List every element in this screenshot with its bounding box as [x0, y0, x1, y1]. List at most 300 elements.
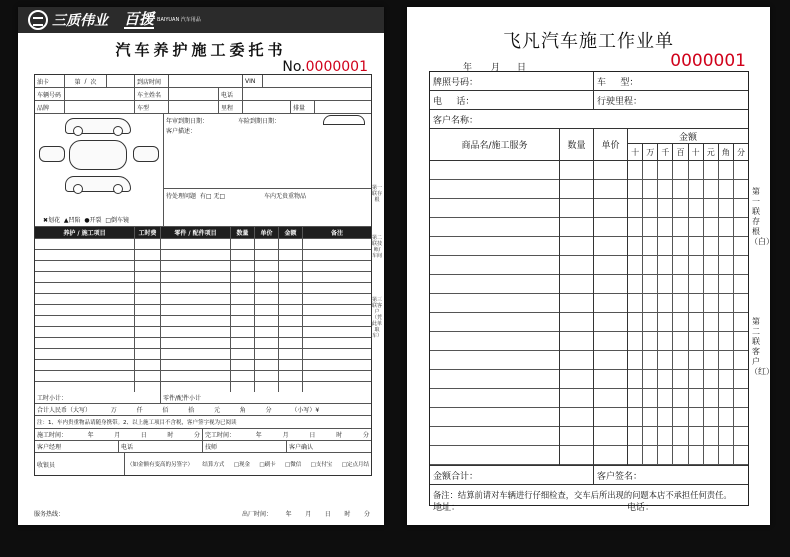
table-cell[interactable]	[560, 332, 593, 351]
table-cell[interactable]	[255, 272, 279, 282]
table-cell[interactable]	[430, 218, 559, 237]
table-cell[interactable]	[430, 275, 559, 294]
amount-digit-cell[interactable]	[673, 161, 688, 179]
table-cell[interactable]	[135, 371, 161, 381]
amount-digit-cell[interactable]	[719, 313, 734, 331]
table-cell[interactable]	[560, 256, 593, 275]
table-cell[interactable]	[279, 294, 303, 304]
table-cell[interactable]	[560, 180, 593, 199]
amount-digit-cell[interactable]	[734, 332, 748, 350]
table-cell[interactable]	[560, 389, 593, 408]
table-cell[interactable]	[231, 382, 255, 392]
table-cell[interactable]	[279, 272, 303, 282]
amount-digit-cell[interactable]	[643, 332, 658, 350]
amount-digit-cell[interactable]	[628, 332, 643, 350]
table-cell[interactable]	[594, 218, 627, 237]
table-cell[interactable]	[135, 327, 161, 337]
amount-digit-cell[interactable]	[689, 370, 704, 388]
amount-digit-cell[interactable]	[643, 256, 658, 274]
amount-digit-cell[interactable]	[658, 408, 673, 426]
amount-digit-cell[interactable]	[704, 313, 719, 331]
table-cell[interactable]	[594, 332, 627, 351]
amount-digit-cell[interactable]	[689, 256, 704, 274]
amount-digit-cell[interactable]	[628, 351, 643, 369]
amount-digit-cell[interactable]	[689, 237, 704, 255]
table-cell[interactable]	[161, 250, 231, 260]
table-cell[interactable]	[231, 261, 255, 271]
amount-digit-cell[interactable]	[673, 427, 688, 445]
amount-digit-cell[interactable]	[628, 389, 643, 407]
amount-digit-cell[interactable]	[719, 370, 734, 388]
amount-digit-cell[interactable]	[689, 427, 704, 445]
header-remark: 备注	[303, 227, 371, 238]
amount-digit-cell[interactable]	[734, 218, 748, 236]
amount-digit-cell[interactable]	[628, 275, 643, 293]
table-cell[interactable]	[231, 327, 255, 337]
amount-digit-cell[interactable]	[719, 427, 734, 445]
amount-digit-cell[interactable]	[689, 408, 704, 426]
amount-digit-cell[interactable]	[628, 218, 643, 236]
amount-digit-cell[interactable]	[734, 351, 748, 369]
table-cell[interactable]	[560, 351, 593, 370]
amount-digit-cell[interactable]	[673, 313, 688, 331]
table-cell[interactable]	[231, 305, 255, 315]
amount-digit-cell[interactable]	[643, 218, 658, 236]
table-cell[interactable]	[279, 305, 303, 315]
amount-digit-cell[interactable]	[643, 237, 658, 255]
table-cell[interactable]	[560, 370, 593, 389]
amount-digit-cell[interactable]	[658, 180, 673, 198]
amount-digit-cell[interactable]	[658, 199, 673, 217]
amount-digit-cell[interactable]	[704, 370, 719, 388]
amount-digit-cell[interactable]	[704, 256, 719, 274]
table-cell[interactable]	[135, 294, 161, 304]
amount-digit-cell[interactable]	[719, 446, 734, 464]
amount-digit-cell[interactable]	[734, 275, 748, 293]
table-cell[interactable]	[161, 360, 231, 370]
table-cell[interactable]	[279, 349, 303, 359]
amount-digit-cell[interactable]	[673, 446, 688, 464]
brand-name: 三质伟业	[52, 13, 108, 29]
field-label: 油卡	[35, 75, 65, 87]
table-cell[interactable]	[255, 316, 279, 326]
table-cell[interactable]	[255, 239, 279, 249]
side-label-copy1: 第一联存根	[372, 185, 383, 203]
insurance-expiry-label: 车险到期日期：	[238, 118, 281, 125]
table-cell[interactable]	[255, 349, 279, 359]
table-cell[interactable]	[594, 161, 627, 180]
amount-digit-cell[interactable]	[704, 389, 719, 407]
amount-digit-cell[interactable]	[643, 446, 658, 464]
table-cell[interactable]	[135, 349, 161, 359]
table-cell[interactable]	[255, 305, 279, 315]
table-cell[interactable]	[279, 239, 303, 249]
table-cell[interactable]	[35, 250, 135, 260]
table-cell[interactable]	[279, 250, 303, 260]
amount-digit-cell[interactable]	[719, 218, 734, 236]
table-cell[interactable]	[430, 408, 559, 427]
table-cell[interactable]	[430, 294, 559, 313]
table-cell[interactable]	[303, 349, 371, 359]
table-cell[interactable]	[231, 349, 255, 359]
amount-digit-cell[interactable]	[719, 237, 734, 255]
table-cell[interactable]	[255, 261, 279, 271]
table-cell[interactable]	[135, 261, 161, 271]
amount-digit-cell[interactable]	[643, 351, 658, 369]
table-cell[interactable]	[135, 272, 161, 282]
table-cell[interactable]	[303, 283, 371, 293]
amount-digit-cell[interactable]	[673, 332, 688, 350]
table-cell[interactable]	[231, 272, 255, 282]
table-cell[interactable]	[430, 180, 559, 199]
amount-digit-cell[interactable]	[673, 275, 688, 293]
amount-digit-cell[interactable]	[658, 427, 673, 445]
table-cell[interactable]	[35, 327, 135, 337]
table-cell[interactable]	[231, 283, 255, 293]
amount-digit-cell[interactable]	[719, 389, 734, 407]
wheel-icon	[113, 126, 123, 136]
amount-digit-cell[interactable]	[719, 275, 734, 293]
amount-digit-cell[interactable]	[734, 180, 748, 198]
table-row	[35, 272, 371, 283]
amount-digit-cell[interactable]	[628, 199, 643, 217]
amount-digit-cell[interactable]	[628, 427, 643, 445]
table-cell[interactable]	[161, 327, 231, 337]
table-cell[interactable]	[430, 351, 559, 370]
table-cell[interactable]	[161, 283, 231, 293]
amount-digit-cell[interactable]	[643, 294, 658, 312]
amount-digit-cell[interactable]	[628, 237, 643, 255]
amount-digit-cell[interactable]	[673, 180, 688, 198]
table-cell[interactable]	[430, 313, 559, 332]
table-cell[interactable]	[35, 349, 135, 359]
amount-digit-cell[interactable]	[719, 161, 734, 179]
amount-digit-cell[interactable]	[658, 218, 673, 236]
amount-digit-cell[interactable]	[628, 446, 643, 464]
table-cell[interactable]	[279, 316, 303, 326]
amount-digit-cell[interactable]	[673, 370, 688, 388]
amount-digit-cell[interactable]	[734, 161, 748, 179]
amount-digit-cell[interactable]	[643, 370, 658, 388]
table-cell[interactable]	[135, 360, 161, 370]
table-cell[interactable]	[560, 199, 593, 218]
table-cell[interactable]	[135, 250, 161, 260]
table-cell[interactable]	[594, 389, 627, 408]
table-cell[interactable]	[279, 382, 303, 392]
table-cell[interactable]	[594, 294, 627, 313]
table-cell[interactable]	[303, 272, 371, 282]
table-cell[interactable]	[35, 294, 135, 304]
amount-digit-cell[interactable]	[643, 313, 658, 331]
table-cell[interactable]	[279, 360, 303, 370]
table-cell[interactable]	[430, 427, 559, 446]
amount-digit-cell[interactable]	[658, 161, 673, 179]
table-cell[interactable]	[161, 382, 231, 392]
amount-digit-cell[interactable]	[643, 427, 658, 445]
table-cell[interactable]	[430, 446, 559, 465]
table-cell[interactable]	[303, 250, 371, 260]
field-value[interactable]	[169, 88, 219, 100]
table-cell[interactable]	[135, 316, 161, 326]
table-cell[interactable]	[279, 371, 303, 381]
header-item: 商品名/施工服务	[430, 129, 559, 161]
amount-digit-cell[interactable]	[704, 199, 719, 217]
amount-digit-cell[interactable]	[643, 161, 658, 179]
amount-digit-cell[interactable]	[658, 256, 673, 274]
amount-digit-cell[interactable]	[719, 408, 734, 426]
table-cell[interactable]	[231, 250, 255, 260]
amount-digit-cell[interactable]	[734, 199, 748, 217]
amount-row	[628, 294, 748, 313]
amount-digit-cell[interactable]	[673, 199, 688, 217]
table-cell[interactable]	[35, 305, 135, 315]
table-cell[interactable]	[35, 338, 135, 348]
amount-digit-cell[interactable]	[628, 161, 643, 179]
table-cell[interactable]	[303, 360, 371, 370]
amount-digit-cell[interactable]	[673, 389, 688, 407]
table-cell[interactable]	[35, 382, 135, 392]
customer-confirm-label: 客户确认	[289, 444, 314, 451]
amount-digit-cell[interactable]	[734, 389, 748, 407]
field-value[interactable]	[315, 101, 371, 113]
amount-digit-cell[interactable]	[689, 218, 704, 236]
amount-digit-cell[interactable]	[643, 180, 658, 198]
header-price: 单价	[255, 227, 279, 238]
table-cell[interactable]	[303, 316, 371, 326]
table-cell[interactable]	[430, 389, 559, 408]
table-cell[interactable]	[255, 250, 279, 260]
table-cell[interactable]	[430, 237, 559, 256]
amount-digit-cell[interactable]	[658, 294, 673, 312]
amount-digit-cell[interactable]	[734, 294, 748, 312]
table-cell[interactable]	[161, 272, 231, 282]
table-cell[interactable]	[560, 161, 593, 180]
amount-digit-cell[interactable]	[658, 237, 673, 255]
table-cell[interactable]	[560, 237, 593, 256]
amount-digit-cell[interactable]	[628, 180, 643, 198]
table-cell[interactable]	[35, 239, 135, 249]
table-cell[interactable]	[161, 349, 231, 359]
table-cell[interactable]	[303, 371, 371, 381]
field-value[interactable]	[243, 101, 291, 113]
amount-digit-cell[interactable]	[704, 180, 719, 198]
table-cell[interactable]	[279, 338, 303, 348]
table-cell[interactable]	[255, 327, 279, 337]
table-cell[interactable]	[594, 427, 627, 446]
amount-digit-cell[interactable]	[704, 408, 719, 426]
amount-digit-cell[interactable]	[704, 294, 719, 312]
amount-digit-cell[interactable]	[673, 351, 688, 369]
amount-digit-cell[interactable]	[734, 408, 748, 426]
table-cell[interactable]	[303, 327, 371, 337]
table-cell[interactable]	[560, 408, 593, 427]
table-cell[interactable]	[560, 294, 593, 313]
amount-digit-cell[interactable]	[704, 275, 719, 293]
field-value[interactable]	[243, 88, 371, 100]
table-cell[interactable]	[231, 316, 255, 326]
table-cell[interactable]	[161, 338, 231, 348]
table-cell[interactable]	[161, 305, 231, 315]
amount-digit-cell[interactable]	[643, 389, 658, 407]
table-cell[interactable]	[35, 272, 135, 282]
amount-digit-cell[interactable]	[673, 408, 688, 426]
amount-digit-cell[interactable]	[643, 408, 658, 426]
table-cell[interactable]	[161, 261, 231, 271]
amount-digit-cell[interactable]	[719, 351, 734, 369]
amount-digit-cell[interactable]	[689, 161, 704, 179]
amount-digit-cell[interactable]	[704, 332, 719, 350]
table-cell[interactable]	[560, 446, 593, 465]
amount-digit-cell[interactable]	[628, 256, 643, 274]
amount-digit-cell[interactable]	[658, 389, 673, 407]
amount-digit-cell[interactable]	[689, 275, 704, 293]
table-cell[interactable]	[594, 408, 627, 427]
table-cell[interactable]	[279, 283, 303, 293]
table-cell[interactable]	[161, 239, 231, 249]
amount-digit-cell[interactable]	[704, 218, 719, 236]
table-cell[interactable]	[231, 294, 255, 304]
brand-header	[18, 7, 384, 33]
field-value[interactable]	[263, 75, 371, 87]
amount-digit-cell[interactable]	[689, 313, 704, 331]
table-cell[interactable]	[231, 239, 255, 249]
amount-digit-cell[interactable]	[734, 313, 748, 331]
table-cell[interactable]	[255, 294, 279, 304]
table-cell[interactable]	[560, 275, 593, 294]
table-cell[interactable]	[430, 161, 559, 180]
table-cell[interactable]	[135, 305, 161, 315]
amount-digit-cell[interactable]	[689, 199, 704, 217]
table-cell[interactable]	[303, 261, 371, 271]
table-cell[interactable]	[560, 313, 593, 332]
header-amount: 金额	[279, 227, 303, 238]
table-cell[interactable]	[303, 305, 371, 315]
amount-digit-cell[interactable]	[704, 161, 719, 179]
table-cell[interactable]	[135, 338, 161, 348]
table-cell[interactable]	[231, 338, 255, 348]
table-cell[interactable]	[594, 275, 627, 294]
table-cell[interactable]	[594, 351, 627, 370]
table-cell[interactable]	[303, 294, 371, 304]
table-cell[interactable]	[560, 427, 593, 446]
amount-digit-cell[interactable]	[658, 275, 673, 293]
amount-digit-cell[interactable]	[658, 446, 673, 464]
amount-digit-cell[interactable]	[628, 294, 643, 312]
table-cell[interactable]	[35, 283, 135, 293]
table-cell[interactable]	[303, 239, 371, 249]
amount-digit-cell[interactable]	[689, 180, 704, 198]
amount-digit-cell[interactable]	[719, 294, 734, 312]
field-value[interactable]	[169, 75, 243, 87]
table-cell[interactable]	[594, 237, 627, 256]
table-cell[interactable]	[135, 239, 161, 249]
amount-digit-cell[interactable]	[704, 351, 719, 369]
field-value[interactable]	[107, 75, 135, 87]
table-row	[35, 338, 371, 349]
amount-digit-cell[interactable]	[719, 256, 734, 274]
table-cell[interactable]	[594, 199, 627, 218]
table-cell[interactable]	[135, 283, 161, 293]
table-cell[interactable]	[303, 338, 371, 348]
amount-digit-cell[interactable]	[689, 446, 704, 464]
table-cell[interactable]	[35, 261, 135, 271]
amount-digit-cell[interactable]	[658, 351, 673, 369]
amount-digit-cell[interactable]	[643, 275, 658, 293]
amount-digit-cell[interactable]	[734, 446, 748, 464]
table-cell[interactable]	[594, 446, 627, 465]
amount-digit-cell[interactable]	[673, 256, 688, 274]
table-cell[interactable]	[594, 370, 627, 389]
amount-digit-cell[interactable]	[689, 389, 704, 407]
amount-digit-cell[interactable]	[628, 313, 643, 331]
table-cell[interactable]	[560, 218, 593, 237]
table-cell[interactable]	[161, 371, 231, 381]
amount-digit-cell[interactable]	[719, 332, 734, 350]
amount-digit-cell[interactable]	[628, 408, 643, 426]
table-cell[interactable]	[430, 199, 559, 218]
table-cell[interactable]	[430, 332, 559, 351]
amount-digit-cell[interactable]	[734, 256, 748, 274]
table-cell[interactable]	[135, 382, 161, 392]
table-cell[interactable]	[279, 261, 303, 271]
table-cell[interactable]	[594, 180, 627, 199]
table-cell[interactable]	[35, 371, 135, 381]
date-year-label: 年	[463, 63, 473, 73]
table-cell[interactable]	[255, 283, 279, 293]
amount-digit-cell[interactable]	[658, 313, 673, 331]
table-cell[interactable]	[35, 316, 135, 326]
table-cell[interactable]	[430, 370, 559, 389]
amount-digit-cell[interactable]	[719, 199, 734, 217]
field-value[interactable]	[65, 101, 135, 113]
amount-digit-cell[interactable]	[689, 351, 704, 369]
table-cell[interactable]	[430, 256, 559, 275]
table-cell[interactable]	[255, 360, 279, 370]
field-label: VIN	[243, 75, 263, 87]
amount-digit-cell[interactable]	[628, 370, 643, 388]
amount-digit-cell[interactable]	[673, 218, 688, 236]
field-value[interactable]	[169, 101, 219, 113]
table-cell[interactable]	[35, 360, 135, 370]
field-value[interactable]	[65, 88, 135, 100]
amount-digit-cell[interactable]	[704, 427, 719, 445]
table-cell[interactable]	[594, 256, 627, 275]
amount-digit-cell[interactable]	[673, 294, 688, 312]
table-cell[interactable]	[255, 338, 279, 348]
amount-digit-cell[interactable]	[734, 427, 748, 445]
amount-digit-cell[interactable]	[689, 332, 704, 350]
amount-digit-cell[interactable]	[734, 237, 748, 255]
amount-digit-cell[interactable]	[689, 294, 704, 312]
table-cell[interactable]	[231, 360, 255, 370]
table-cell[interactable]	[231, 371, 255, 381]
table-cell[interactable]	[279, 327, 303, 337]
amount-digit-cell[interactable]	[719, 180, 734, 198]
table-cell[interactable]	[303, 382, 371, 392]
amount-digit-cell[interactable]	[704, 446, 719, 464]
amount-digit-cell[interactable]	[673, 237, 688, 255]
amount-digit-cell[interactable]	[734, 370, 748, 388]
table-cell[interactable]	[255, 382, 279, 392]
amount-digit-cell[interactable]	[704, 237, 719, 255]
table-cell[interactable]	[161, 316, 231, 326]
table-cell[interactable]	[255, 371, 279, 381]
amount-digit-cell[interactable]	[643, 199, 658, 217]
table-cell[interactable]	[594, 313, 627, 332]
amount-digit-cell[interactable]	[658, 332, 673, 350]
table-cell[interactable]	[161, 294, 231, 304]
amount-digit-cell[interactable]	[658, 370, 673, 388]
